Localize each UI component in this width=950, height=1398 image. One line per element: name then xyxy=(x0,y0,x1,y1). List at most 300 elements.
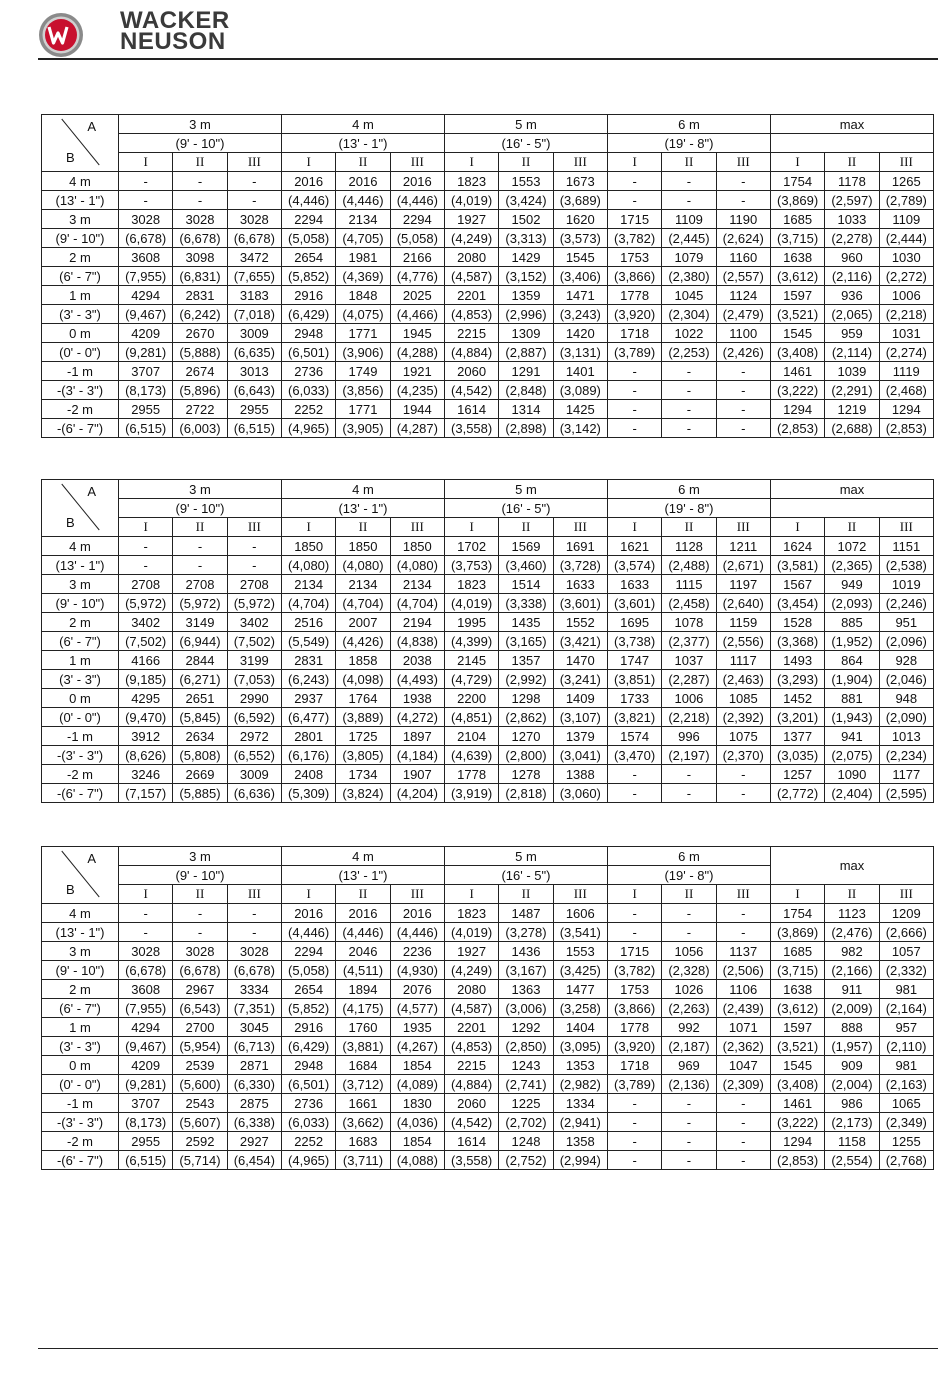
cell-kg: 2200 xyxy=(444,689,498,708)
cell-lb: (3,338) xyxy=(499,594,553,613)
max-header-blank xyxy=(770,499,933,518)
cell-kg: 1493 xyxy=(770,651,824,670)
row-height-imperial: (0' - 0") xyxy=(42,708,119,727)
cell-kg: 1006 xyxy=(879,286,933,305)
diagonal-divider xyxy=(42,480,118,536)
cell-lb: (3,368) xyxy=(770,632,824,651)
cell-kg: 2708 xyxy=(173,575,227,594)
cell-lb: - xyxy=(716,419,770,438)
cell-lb: (6,552) xyxy=(227,746,281,765)
cell-kg: 3045 xyxy=(227,1018,281,1037)
cell-kg: - xyxy=(662,172,716,191)
cell-lb: (1,952) xyxy=(825,632,879,651)
subcol-header: III xyxy=(716,885,770,904)
cell-lb: (5,896) xyxy=(173,381,227,400)
cell-kg: 2670 xyxy=(173,324,227,343)
cell-lb: (2,624) xyxy=(716,229,770,248)
cell-lb: (6,176) xyxy=(281,746,335,765)
cell-kg: 2166 xyxy=(390,248,444,267)
cell-kg: 2294 xyxy=(281,210,335,229)
cell-lb: (1,943) xyxy=(825,708,879,727)
cell-lb: (6,454) xyxy=(227,1151,281,1170)
table-row xyxy=(42,689,934,708)
subcol-header: III xyxy=(390,153,444,172)
cell-kg: 2236 xyxy=(390,942,444,961)
cell-kg: 2016 xyxy=(281,172,335,191)
cell-kg: 1124 xyxy=(716,286,770,305)
radius-header-metric: 3 m xyxy=(119,847,282,866)
cell-lb: (6,678) xyxy=(173,961,227,980)
cell-kg: 2215 xyxy=(444,324,498,343)
cell-lb: (2,332) xyxy=(879,961,933,980)
cell-kg: 1927 xyxy=(444,210,498,229)
label-a: A xyxy=(87,119,96,134)
cell-lb: (4,235) xyxy=(390,381,444,400)
cell-lb: (4,446) xyxy=(336,191,390,210)
cell-lb: (5,954) xyxy=(173,1037,227,1056)
cell-kg: 1106 xyxy=(716,980,770,999)
cell-kg: 3028 xyxy=(227,942,281,961)
cell-kg: 1117 xyxy=(716,651,770,670)
cell-lb: (4,204) xyxy=(390,784,444,803)
cell-lb: (9,281) xyxy=(119,1075,173,1094)
cell-lb: (1,957) xyxy=(825,1037,879,1056)
cell-lb: (4,704) xyxy=(390,594,444,613)
radius-header-metric: 6 m xyxy=(607,115,770,134)
subcol-header: I xyxy=(281,885,335,904)
cell-kg: 1379 xyxy=(553,727,607,746)
cell-kg: 981 xyxy=(879,1056,933,1075)
cell-kg: 2201 xyxy=(444,1018,498,1037)
cell-kg: 2016 xyxy=(390,172,444,191)
cell-lb: - xyxy=(227,191,281,210)
table-row xyxy=(42,1075,934,1094)
cell-lb: (9,470) xyxy=(119,708,173,727)
cell-lb: (4,587) xyxy=(444,267,498,286)
cell-lb: (3,662) xyxy=(336,1113,390,1132)
cell-kg: 2038 xyxy=(390,651,444,670)
table-row xyxy=(42,537,934,556)
cell-kg: 1219 xyxy=(825,400,879,419)
cell-kg: 969 xyxy=(662,1056,716,1075)
cell-lb: (3,241) xyxy=(553,670,607,689)
subcol-header: II xyxy=(825,153,879,172)
cell-lb: (2,370) xyxy=(716,746,770,765)
cell-lb: (2,898) xyxy=(499,419,553,438)
table-row xyxy=(42,670,934,689)
cell-kg: 2948 xyxy=(281,1056,335,1075)
cell-lb: - xyxy=(662,191,716,210)
cell-kg: 1661 xyxy=(336,1094,390,1113)
cell-lb: (3,824) xyxy=(336,784,390,803)
cell-lb: (4,075) xyxy=(336,305,390,324)
cell-lb: (3,089) xyxy=(553,381,607,400)
row-height-imperial: (9' - 10") xyxy=(42,961,119,980)
cell-lb: (7,502) xyxy=(227,632,281,651)
cell-lb: (3,689) xyxy=(553,191,607,210)
cell-kg: 4209 xyxy=(119,1056,173,1075)
cell-kg: 1359 xyxy=(499,286,553,305)
cell-lb: (6,543) xyxy=(173,999,227,1018)
cell-lb: (4,776) xyxy=(390,267,444,286)
page-header xyxy=(38,8,938,60)
row-height-imperial: (0' - 0") xyxy=(42,1075,119,1094)
label-b: B xyxy=(66,882,75,897)
table-row xyxy=(42,999,934,1018)
cell-lb: (5,852) xyxy=(281,999,335,1018)
cell-lb: (6,033) xyxy=(281,1113,335,1132)
cell-lb: (2,090) xyxy=(879,708,933,727)
cell-lb: (2,439) xyxy=(716,999,770,1018)
cell-lb: (2,426) xyxy=(716,343,770,362)
cell-lb: (3,035) xyxy=(770,746,824,765)
cell-lb: (3,869) xyxy=(770,923,824,942)
radius-header-imperial: (9' - 10") xyxy=(119,866,282,885)
cell-kg: 1477 xyxy=(553,980,607,999)
cell-lb: (7,502) xyxy=(119,632,173,651)
cell-lb: (2,468) xyxy=(879,381,933,400)
cell-kg: 4209 xyxy=(119,324,173,343)
table-row xyxy=(42,305,934,324)
cell-kg: 1358 xyxy=(553,1132,607,1151)
cell-lb: (4,089) xyxy=(390,1075,444,1094)
cell-lb: (4,884) xyxy=(444,343,498,362)
cell-lb: (6,271) xyxy=(173,670,227,689)
cell-lb: (2,004) xyxy=(825,1075,879,1094)
ab-corner-cell xyxy=(42,847,119,904)
cell-kg: 1753 xyxy=(607,980,661,999)
cell-lb: (2,506) xyxy=(716,961,770,980)
cell-kg: 2201 xyxy=(444,286,498,305)
cell-kg: 1294 xyxy=(879,400,933,419)
cell-kg: 1848 xyxy=(336,286,390,305)
cell-kg: 2025 xyxy=(390,286,444,305)
cell-lb: (2,197) xyxy=(662,746,716,765)
cell-lb: (4,930) xyxy=(390,961,444,980)
cell-kg: 1981 xyxy=(336,248,390,267)
subcol-header: I xyxy=(281,518,335,537)
row-height-metric: 0 m xyxy=(42,1056,119,1075)
cell-lb: (4,965) xyxy=(281,419,335,438)
cell-kg: 1470 xyxy=(553,651,607,670)
cell-kg: 1429 xyxy=(499,248,553,267)
cell-lb: - xyxy=(662,923,716,942)
cell-lb: (2,463) xyxy=(716,670,770,689)
subcol-header: I xyxy=(281,153,335,172)
subcol-header: I xyxy=(119,518,173,537)
cell-kg: 1945 xyxy=(390,324,444,343)
cell-lb: (3,869) xyxy=(770,191,824,210)
cell-lb: (2,752) xyxy=(499,1151,553,1170)
cell-lb: - xyxy=(716,1151,770,1170)
cell-kg: 1026 xyxy=(662,980,716,999)
cell-kg: - xyxy=(607,765,661,784)
cell-kg: 1764 xyxy=(336,689,390,708)
subcol-header: II xyxy=(336,153,390,172)
cell-kg: 2916 xyxy=(281,1018,335,1037)
table-row xyxy=(42,1037,934,1056)
cell-kg: 1461 xyxy=(770,362,824,381)
cell-kg: 1057 xyxy=(879,942,933,961)
cell-lb: - xyxy=(173,191,227,210)
cell-lb: (4,542) xyxy=(444,381,498,400)
cell-lb: (3,753) xyxy=(444,556,498,575)
label-b: B xyxy=(66,515,75,530)
cell-kg: 1045 xyxy=(662,286,716,305)
subcol-header: I xyxy=(119,885,173,904)
row-height-imperial: (3' - 3") xyxy=(42,305,119,324)
radius-header-imperial: (13' - 1") xyxy=(281,134,444,153)
cell-lb: (2,666) xyxy=(879,923,933,942)
row-height-imperial: (6' - 7") xyxy=(42,267,119,286)
cell-kg: 864 xyxy=(825,651,879,670)
row-height-imperial: -(3' - 3") xyxy=(42,746,119,765)
cell-kg: 1684 xyxy=(336,1056,390,1075)
cell-kg: 1298 xyxy=(499,689,553,708)
cell-lb: (3,866) xyxy=(607,999,661,1018)
cell-lb: (2,291) xyxy=(825,381,879,400)
cell-kg: - xyxy=(607,904,661,923)
subcol-header: III xyxy=(390,885,444,904)
cell-kg: 3009 xyxy=(227,324,281,343)
cell-kg: 3028 xyxy=(173,210,227,229)
cell-kg: 2700 xyxy=(173,1018,227,1037)
cell-lb: (2,862) xyxy=(499,708,553,727)
cell-lb: (3,095) xyxy=(553,1037,607,1056)
cell-kg: 1128 xyxy=(662,537,716,556)
row-height-metric: 0 m xyxy=(42,689,119,708)
cell-lb: (4,369) xyxy=(336,267,390,286)
cell-kg: 3028 xyxy=(173,942,227,961)
cell-lb: - xyxy=(119,923,173,942)
cell-kg: 909 xyxy=(825,1056,879,1075)
table-row xyxy=(42,1018,934,1037)
cell-kg: 1100 xyxy=(716,324,770,343)
cell-lb: (4,851) xyxy=(444,708,498,727)
cell-lb: (8,173) xyxy=(119,381,173,400)
wacker-neuson-logo-icon xyxy=(38,12,84,58)
cell-lb: (2,445) xyxy=(662,229,716,248)
cell-kg: 2080 xyxy=(444,980,498,999)
cell-kg: 1072 xyxy=(825,537,879,556)
cell-kg: 1725 xyxy=(336,727,390,746)
cell-kg: 1715 xyxy=(607,942,661,961)
cell-lb: (7,351) xyxy=(227,999,281,1018)
cell-lb: (2,557) xyxy=(716,267,770,286)
cell-lb: (2,688) xyxy=(825,419,879,438)
cell-kg: 1921 xyxy=(390,362,444,381)
radius-header-imperial: (19' - 8") xyxy=(607,134,770,153)
cell-kg: 1401 xyxy=(553,362,607,381)
cell-kg: 1270 xyxy=(499,727,553,746)
cell-lb: (3,558) xyxy=(444,419,498,438)
cell-kg: 1225 xyxy=(499,1094,553,1113)
cell-lb: (3,851) xyxy=(607,670,661,689)
subcol-header: II xyxy=(173,518,227,537)
cell-kg: 951 xyxy=(879,613,933,632)
cell-lb: (3,612) xyxy=(770,267,824,286)
cell-kg: 1753 xyxy=(607,248,661,267)
cell-lb: - xyxy=(607,381,661,400)
radius-header-imperial: (19' - 8") xyxy=(607,499,770,518)
cell-kg: 1747 xyxy=(607,651,661,670)
cell-lb: (3,408) xyxy=(770,343,824,362)
cell-lb: (6,338) xyxy=(227,1113,281,1132)
cell-lb: (6,003) xyxy=(173,419,227,438)
cell-kg: 4295 xyxy=(119,689,173,708)
cell-kg: 1037 xyxy=(662,651,716,670)
cell-lb: - xyxy=(607,923,661,942)
cell-lb: (4,080) xyxy=(281,556,335,575)
cell-kg: 2955 xyxy=(227,400,281,419)
cell-kg: 3013 xyxy=(227,362,281,381)
cell-lb: (6,713) xyxy=(227,1037,281,1056)
cell-kg: 1778 xyxy=(444,765,498,784)
cell-lb: (6,678) xyxy=(119,961,173,980)
cell-kg: 1452 xyxy=(770,689,824,708)
cell-lb: (4,446) xyxy=(281,191,335,210)
cell-lb: - xyxy=(607,191,661,210)
cell-lb: (2,362) xyxy=(716,1037,770,1056)
cell-kg: - xyxy=(173,904,227,923)
cell-kg: 2016 xyxy=(336,172,390,191)
cell-kg: 4166 xyxy=(119,651,173,670)
cell-lb: (2,800) xyxy=(499,746,553,765)
cell-lb: (4,493) xyxy=(390,670,444,689)
cell-kg: - xyxy=(662,400,716,419)
cell-kg: 1823 xyxy=(444,904,498,923)
cell-lb: (2,246) xyxy=(879,594,933,613)
cell-kg: 911 xyxy=(825,980,879,999)
cell-lb: (2,065) xyxy=(825,305,879,324)
cell-kg: 1211 xyxy=(716,537,770,556)
cell-kg: - xyxy=(716,362,770,381)
cell-kg: - xyxy=(607,1094,661,1113)
cell-lb: (4,249) xyxy=(444,961,498,980)
label-b: B xyxy=(66,150,75,165)
cell-kg: 2060 xyxy=(444,362,498,381)
cell-lb: (6,501) xyxy=(281,343,335,362)
cell-lb: (2,458) xyxy=(662,594,716,613)
subcol-header: II xyxy=(336,885,390,904)
table-row xyxy=(42,651,934,670)
cell-kg: 1907 xyxy=(390,765,444,784)
cell-lb: (2,992) xyxy=(499,670,553,689)
cell-kg: 1071 xyxy=(716,1018,770,1037)
cell-kg: 2708 xyxy=(119,575,173,594)
cell-kg: 3402 xyxy=(227,613,281,632)
table-row xyxy=(42,1151,934,1170)
cell-lb: (3,421) xyxy=(553,632,607,651)
cell-kg: 1749 xyxy=(336,362,390,381)
cell-lb: (3,906) xyxy=(336,343,390,362)
cell-kg: 2016 xyxy=(390,904,444,923)
cell-kg: 1137 xyxy=(716,942,770,961)
cell-lb: - xyxy=(607,1113,661,1132)
cell-kg: 1567 xyxy=(770,575,824,594)
row-height-metric: 3 m xyxy=(42,942,119,961)
cell-lb: (4,175) xyxy=(336,999,390,1018)
cell-kg: 2722 xyxy=(173,400,227,419)
cell-lb: (2,476) xyxy=(825,923,879,942)
subcol-header: II xyxy=(499,885,553,904)
cell-kg: 1019 xyxy=(879,575,933,594)
cell-kg: 1935 xyxy=(390,1018,444,1037)
cell-kg: 2708 xyxy=(227,575,281,594)
cell-lb: (3,728) xyxy=(553,556,607,575)
cell-kg: 1039 xyxy=(825,362,879,381)
cell-kg: 986 xyxy=(825,1094,879,1113)
cell-kg: 1436 xyxy=(499,942,553,961)
cell-lb: (3,470) xyxy=(607,746,661,765)
cell-lb: - xyxy=(173,556,227,575)
cell-kg: 2294 xyxy=(281,942,335,961)
cell-lb: - xyxy=(662,419,716,438)
cell-lb: (4,466) xyxy=(390,305,444,324)
cell-lb: (4,426) xyxy=(336,632,390,651)
cell-lb: - xyxy=(607,419,661,438)
cell-kg: 1078 xyxy=(662,613,716,632)
cell-lb: (2,187) xyxy=(662,1037,716,1056)
cell-kg: 1574 xyxy=(607,727,661,746)
max-header: max xyxy=(770,847,933,885)
cell-kg: 2016 xyxy=(336,904,390,923)
cell-kg: 1553 xyxy=(553,942,607,961)
table-row xyxy=(42,632,934,651)
cell-kg: 981 xyxy=(879,980,933,999)
cell-lb: (2,671) xyxy=(716,556,770,575)
cell-kg: 1294 xyxy=(770,400,824,419)
cell-lb: - xyxy=(662,1113,716,1132)
cell-kg: 1461 xyxy=(770,1094,824,1113)
cell-kg: 1850 xyxy=(336,537,390,556)
cell-lb: (2,075) xyxy=(825,746,879,765)
cell-lb: (2,110) xyxy=(879,1037,933,1056)
cell-kg: 1471 xyxy=(553,286,607,305)
cell-lb: - xyxy=(119,556,173,575)
cell-lb: (6,330) xyxy=(227,1075,281,1094)
cell-lb: (4,639) xyxy=(444,746,498,765)
cell-lb: (2,853) xyxy=(879,419,933,438)
cell-lb: (4,446) xyxy=(390,923,444,942)
table-row xyxy=(42,1113,934,1132)
cell-lb: (3,612) xyxy=(770,999,824,1018)
row-height-imperial: (3' - 3") xyxy=(42,670,119,689)
cell-lb: (5,714) xyxy=(173,1151,227,1170)
cell-kg: 1178 xyxy=(825,172,879,191)
cell-lb: - xyxy=(607,784,661,803)
radius-header-imperial: (16' - 5") xyxy=(444,134,607,153)
table-row xyxy=(42,191,934,210)
row-height-metric: -1 m xyxy=(42,362,119,381)
subcol-header: I xyxy=(770,153,824,172)
cell-kg: 2736 xyxy=(281,362,335,381)
cell-lb: (5,852) xyxy=(281,267,335,286)
cell-kg: 3009 xyxy=(227,765,281,784)
cell-kg: 1760 xyxy=(336,1018,390,1037)
table-row xyxy=(42,923,934,942)
subcol-header: I xyxy=(607,153,661,172)
cell-lb: (7,655) xyxy=(227,267,281,286)
table-row xyxy=(42,1132,934,1151)
radius-header-imperial: (16' - 5") xyxy=(444,499,607,518)
cell-kg: 1109 xyxy=(879,210,933,229)
cell-kg: 1292 xyxy=(499,1018,553,1037)
row-height-metric: 2 m xyxy=(42,613,119,632)
cell-kg: 1944 xyxy=(390,400,444,419)
cell-lb: (3,541) xyxy=(553,923,607,942)
cell-lb: (7,955) xyxy=(119,267,173,286)
